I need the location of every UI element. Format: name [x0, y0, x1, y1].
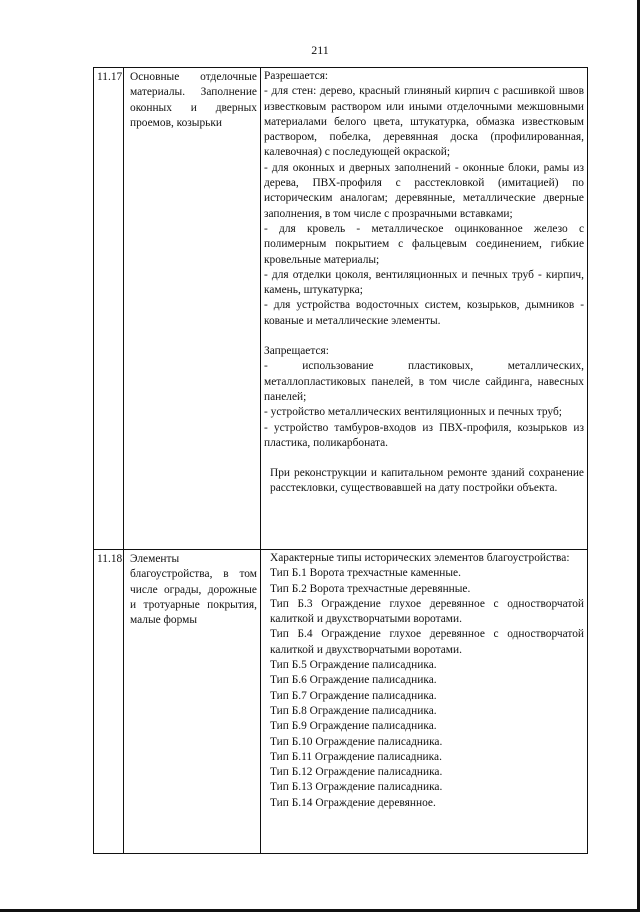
type-item: Тип Б.10 Ограждение палисадника. — [270, 735, 443, 748]
type-item: Тип Б.8 Ограждение палисадника. — [270, 704, 437, 717]
allowed-item: - для стен: дерево, красный глиняный кирпич с расшивкой швов известковым раствором или иными отделочными межшовными материалами белого цвета, штукатурка, обмазка известковым раствором, побелка, деревянная доска (профилированная, калевочная) с последующей окраской; — [264, 85, 584, 159]
row-description — [261, 68, 588, 550]
allowed-item: - для отделки цоколя, вентиляционных и печных труб - кирпич, камень, штукатурка; — [264, 268, 584, 297]
row-number: 11.17 — [94, 68, 124, 550]
regulations-table — [93, 67, 588, 854]
type-item: Тип Б.14 Ограждение деревянное. — [270, 796, 436, 809]
reconstruction-note: При реконструкции и капитальном ремонте зданий сохранение расстекловки, существовавшей на дату постройки объекта. — [270, 467, 584, 495]
spacer — [264, 329, 584, 344]
type-item: Тип Б.11 Ограждение палисадника. — [270, 750, 442, 763]
allowed-item: - для кровель - металлическое оцинкованное железо с полимерным покрытием с фальцевым соединением, гибкие кровельные материалы; — [264, 222, 584, 266]
allowed-item: - для устройства водосточных систем, козырьков, дымников - кованые и металлические элементы. — [264, 299, 584, 327]
forbidden-item: - устройство тамбуров-входов из ПВХ-профиля, козырьков из пластика, поликарбоната. — [264, 421, 584, 449]
type-item: Тип Б.12 Ограждение палисадника. — [270, 766, 443, 779]
type-item: Тип Б.2 Ворота трехчастные деревянные. — [270, 582, 471, 595]
type-item: Тип Б.5 Ограждение палисадника. — [270, 659, 437, 672]
page-number: 211 — [311, 43, 329, 57]
type-item: Тип Б.4 Ограждение глухое деревянное с одностворчатой калиткой и двухстворчатыми воротами. — [270, 628, 584, 656]
type-item: Тип Б.3 Ограждение глухое деревянное с одностворчатой калиткой и двухстворчатыми воротами. — [270, 597, 584, 626]
type-item: Тип Б.7 Ограждение палисадника. — [270, 689, 437, 702]
row-title: Элементы благоустройства, в том числе ограды, дорожные и тротуарные покрытия, малые формы — [124, 550, 261, 854]
allowed-heading: Разрешается: — [264, 70, 329, 82]
types-intro: Характерные типы исторических элементов благоустройства: — [270, 552, 570, 564]
row-description — [261, 550, 588, 854]
type-item: Тип Б.1 Ворота трехчастные каменные. — [270, 567, 461, 580]
row-number: 11.18 — [94, 550, 124, 854]
spacer — [264, 451, 584, 466]
table-row — [94, 68, 588, 550]
forbidden-heading: Запрещается: — [264, 345, 329, 358]
forbidden-item: - использование пластиковых, металлических, металлопластиковых панелей, в том числе сайдинга, навесных панелей; — [264, 360, 584, 403]
allowed-item: - для оконных и дверных заполнений - оконные блоки, рамы из дерева, ПВХ-профиля с расстекловкой (имитацией) по историческим аналогам; деревянные, металлические дверные заполнения, в том числе с прозрачными вставками; — [264, 161, 584, 220]
forbidden-item: - устройство металлических вентиляционных и печных труб; — [264, 406, 562, 419]
type-item: Тип Б.9 Ограждение палисадника. — [270, 720, 437, 733]
row-title: Основные отделочные материалы. Заполнение оконных и дверных проемов, козырьки — [124, 68, 261, 550]
type-item: Тип Б.13 Ограждение палисадника. — [270, 781, 443, 794]
table-row — [94, 550, 588, 854]
type-item: Тип Б.6 Ограждение палисадника. — [270, 674, 437, 687]
